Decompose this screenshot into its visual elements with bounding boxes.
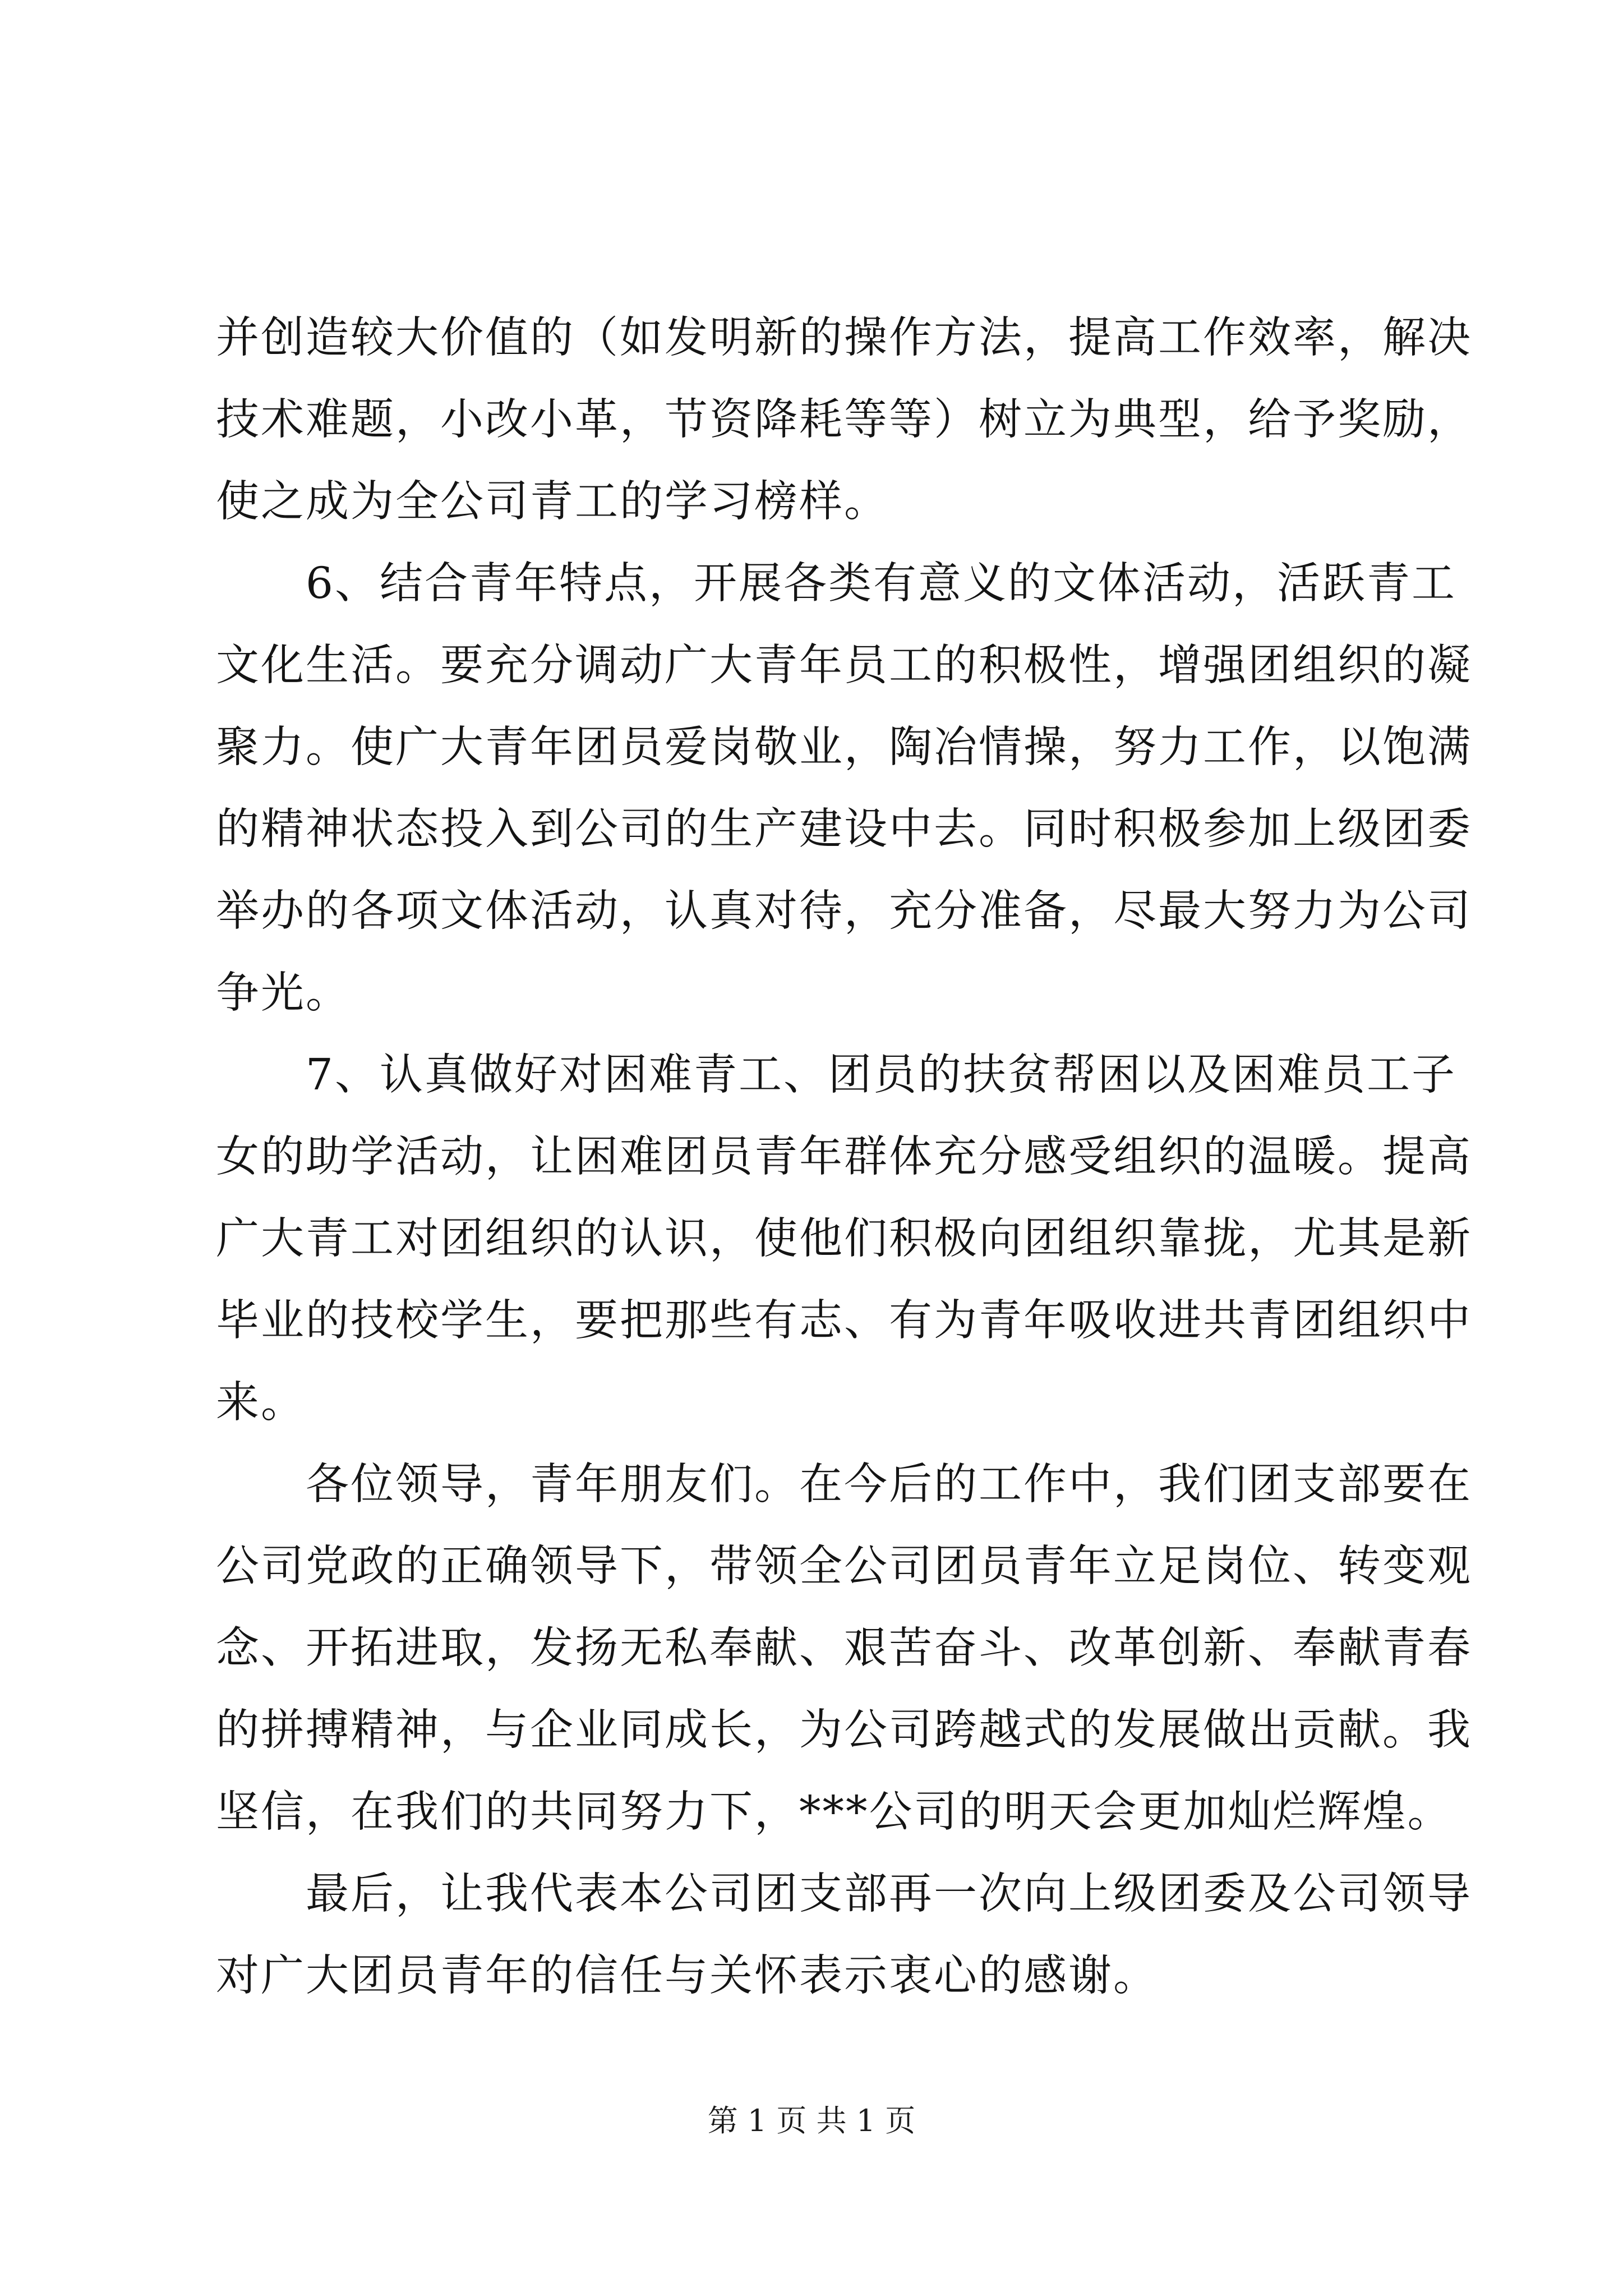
text-line: 聚力。使广大青年团员爱岗敬业，陶冶情操，努力工作，以饱满 bbox=[216, 723, 1472, 772]
text-line: 使之成为全公司青工的学习榜样。 bbox=[216, 477, 889, 527]
text-line: 念、开拓进取，发扬无私奉献、艰苦奋斗、改革创新、奉献青春 bbox=[216, 1623, 1472, 1673]
paragraph-start-line: 各位领导，青年朋友们。在今后的工作中，我们团支部要在 bbox=[306, 1460, 1472, 1510]
text-line: 对广大团员青年的信任与关怀表示衷心的感谢。 bbox=[216, 1951, 1158, 2001]
text-line: 毕业的技校学生，要把那些有志、有为青年吸收进共青团组织中 bbox=[216, 1296, 1472, 1346]
text-line: 争光。 bbox=[216, 968, 351, 1018]
paragraph-start-line: 6、结合青年特点，开展各类有意义的文体活动，活跃青工 bbox=[306, 559, 1456, 609]
text-line: 女的助学活动，让困难团员青年群体充分感受组织的温暖。提高 bbox=[216, 1132, 1472, 1182]
document-body bbox=[216, 297, 1472, 2017]
text-line: 的精神状态投入到公司的生产建设中去。同时积极参加上级团委 bbox=[216, 804, 1472, 854]
text-line: 广大青工对团组织的认识，使他们积极向团组织靠拢，尤其是新 bbox=[216, 1214, 1472, 1264]
paragraph-start-line: 最后，让我代表本公司团支部再一次向上级团委及公司领导 bbox=[306, 1869, 1472, 1919]
text-line: 来。 bbox=[216, 1378, 306, 1428]
text-line: 举办的各项文体活动，认真对待，充分准备，尽最大努力为公司 bbox=[216, 886, 1472, 936]
text-line: 的拼搏精神，与企业同成长，为公司跨越式的发展做出贡献。我 bbox=[216, 1705, 1472, 1755]
text-line: 文化生活。要充分调动广大青年员工的积极性，增强团组织的凝 bbox=[216, 641, 1472, 691]
paragraph-start-line: 7、认真做好对困难青工、团员的扶贫帮困以及困难员工子 bbox=[306, 1050, 1456, 1100]
text-line: 坚信，在我们的共同努力下，***公司的明天会更加灿烂辉煌。 bbox=[216, 1787, 1453, 1837]
text-line: 技术难题，小改小革，节资降耗等等）树立为典型，给予奖励， bbox=[216, 395, 1472, 445]
text-line: 并创造较大价值的（如发明新的操作方法，提高工作效率，解决 bbox=[216, 313, 1472, 363]
text-line: 公司党政的正确领导下，带领全公司团员青年立足岗位、转变观 bbox=[216, 1542, 1472, 1591]
page-footer: 第 1 页 共 1 页 bbox=[707, 2103, 916, 2138]
